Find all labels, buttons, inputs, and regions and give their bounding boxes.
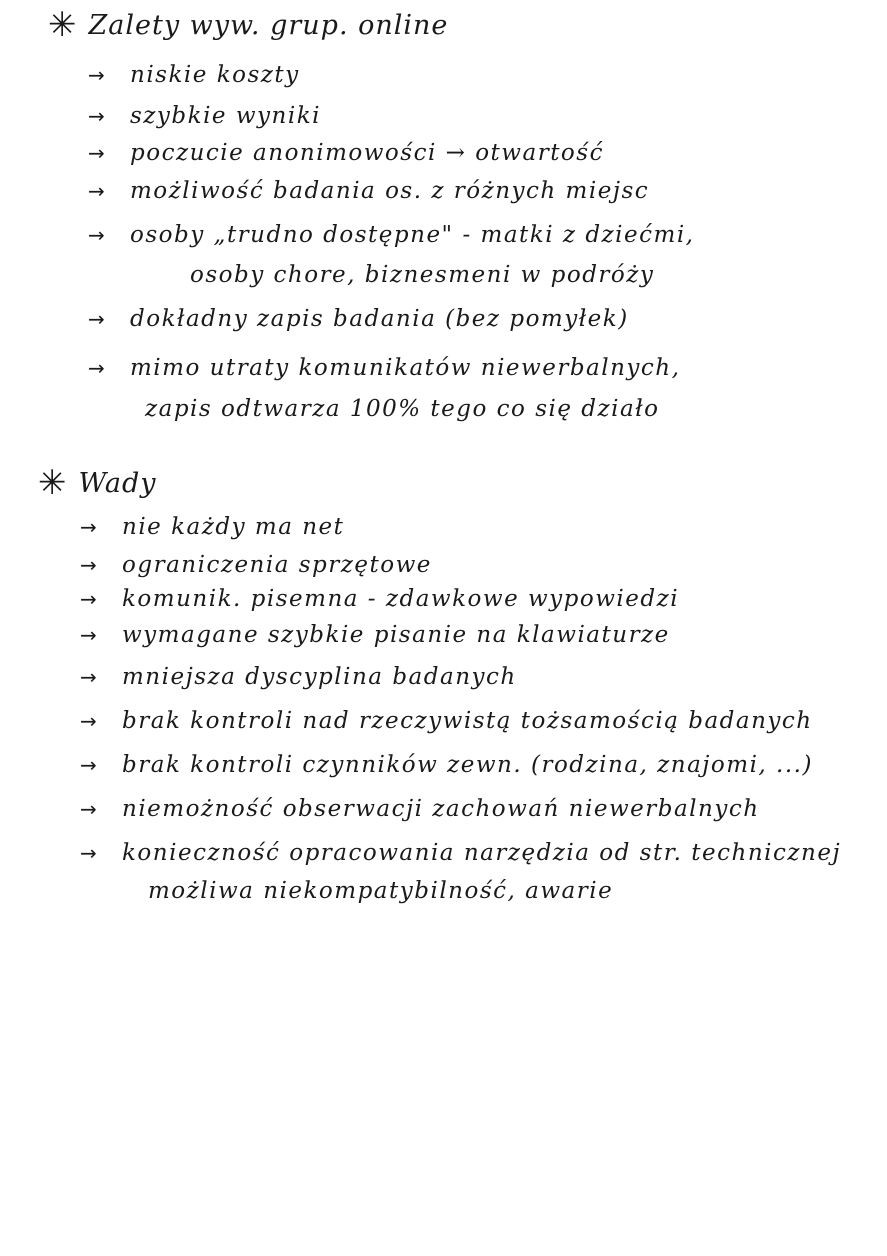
list-item-text: dokładny zapis badania (bez pomyłek): [130, 306, 629, 332]
heading-text: Wady: [78, 467, 157, 499]
list-item-text: osoby „trudno dostępne" - matki z dziećmi,: [130, 222, 695, 248]
arrow-icon: →: [88, 223, 105, 247]
arrow-icon: →: [80, 623, 97, 647]
asterisk-icon: ✳: [48, 5, 77, 45]
arrow-icon: →: [80, 665, 97, 689]
list-item-text: mimo utraty komunikatów niewerbalnych,: [130, 355, 681, 381]
list-item: [88, 140, 604, 166]
list-item: [80, 752, 813, 778]
list-item: [80, 514, 344, 540]
heading-text: Zalety wyw. grup. online: [88, 9, 449, 41]
arrow-icon: →: [80, 515, 97, 539]
list-item: [88, 103, 321, 129]
arrow-icon: →: [80, 553, 97, 577]
list-item-text: możliwość badania os. z różnych miejsc: [130, 178, 650, 204]
list-item: [88, 355, 680, 381]
list-item-text: poczucie anonimowości → otwartość: [130, 140, 604, 166]
list-item-text: wymagane szybkie pisanie na klawiaturze: [122, 622, 670, 648]
list-item: [88, 306, 629, 332]
section-heading-wady: [38, 463, 157, 503]
arrow-icon: →: [80, 753, 97, 777]
list-item: [80, 840, 841, 866]
arrow-icon: →: [88, 179, 105, 203]
list-item-text: szybkie wyniki: [130, 103, 321, 129]
arrow-icon: →: [80, 587, 97, 611]
list-item-continuation: osoby chore, biznesmeni w podróży: [190, 262, 655, 288]
list-item-text: ograniczenia sprzętowe: [122, 552, 432, 578]
list-item-text: komunik. pisemna - zdawkowe wypowiedzi: [122, 586, 680, 612]
list-item: [80, 552, 432, 578]
list-item: [80, 708, 813, 734]
list-item-continuation: zapis odtwarza 100% tego co się działo: [145, 396, 660, 422]
list-item-text: konieczność opracowania narzędzia od str. technicznej: [122, 840, 842, 866]
list-item: [80, 796, 760, 822]
list-item: [88, 222, 695, 248]
list-item-text: mniejsza dyscyplina badanych: [122, 664, 517, 690]
list-item: [80, 664, 517, 690]
list-item-text: brak kontroli czynników zewn. (rodzina, znajomi, ...): [122, 752, 813, 778]
list-item-text: nie każdy ma net: [122, 514, 345, 540]
arrow-icon: →: [88, 104, 105, 128]
arrow-icon: →: [80, 709, 97, 733]
list-item-continuation: możliwa niekompatybilność, awarie: [148, 878, 614, 904]
arrow-icon: →: [88, 141, 105, 165]
list-item-text: niskie koszty: [130, 62, 300, 88]
list-item: [80, 622, 670, 648]
list-item: [88, 178, 649, 204]
arrow-icon: →: [88, 63, 105, 87]
arrow-icon: →: [88, 307, 105, 331]
list-item: [88, 62, 300, 88]
arrow-icon: →: [80, 797, 97, 821]
asterisk-icon: ✳: [38, 463, 67, 503]
arrow-icon: →: [80, 841, 97, 865]
arrow-icon: →: [88, 356, 105, 380]
section-heading-zalety: [48, 5, 449, 45]
list-item-text: niemożność obserwacji zachowań niewerbalnych: [122, 796, 760, 822]
list-item-text: brak kontroli nad rzeczywistą tożsamością badanych: [122, 708, 813, 734]
list-item: [80, 586, 679, 612]
